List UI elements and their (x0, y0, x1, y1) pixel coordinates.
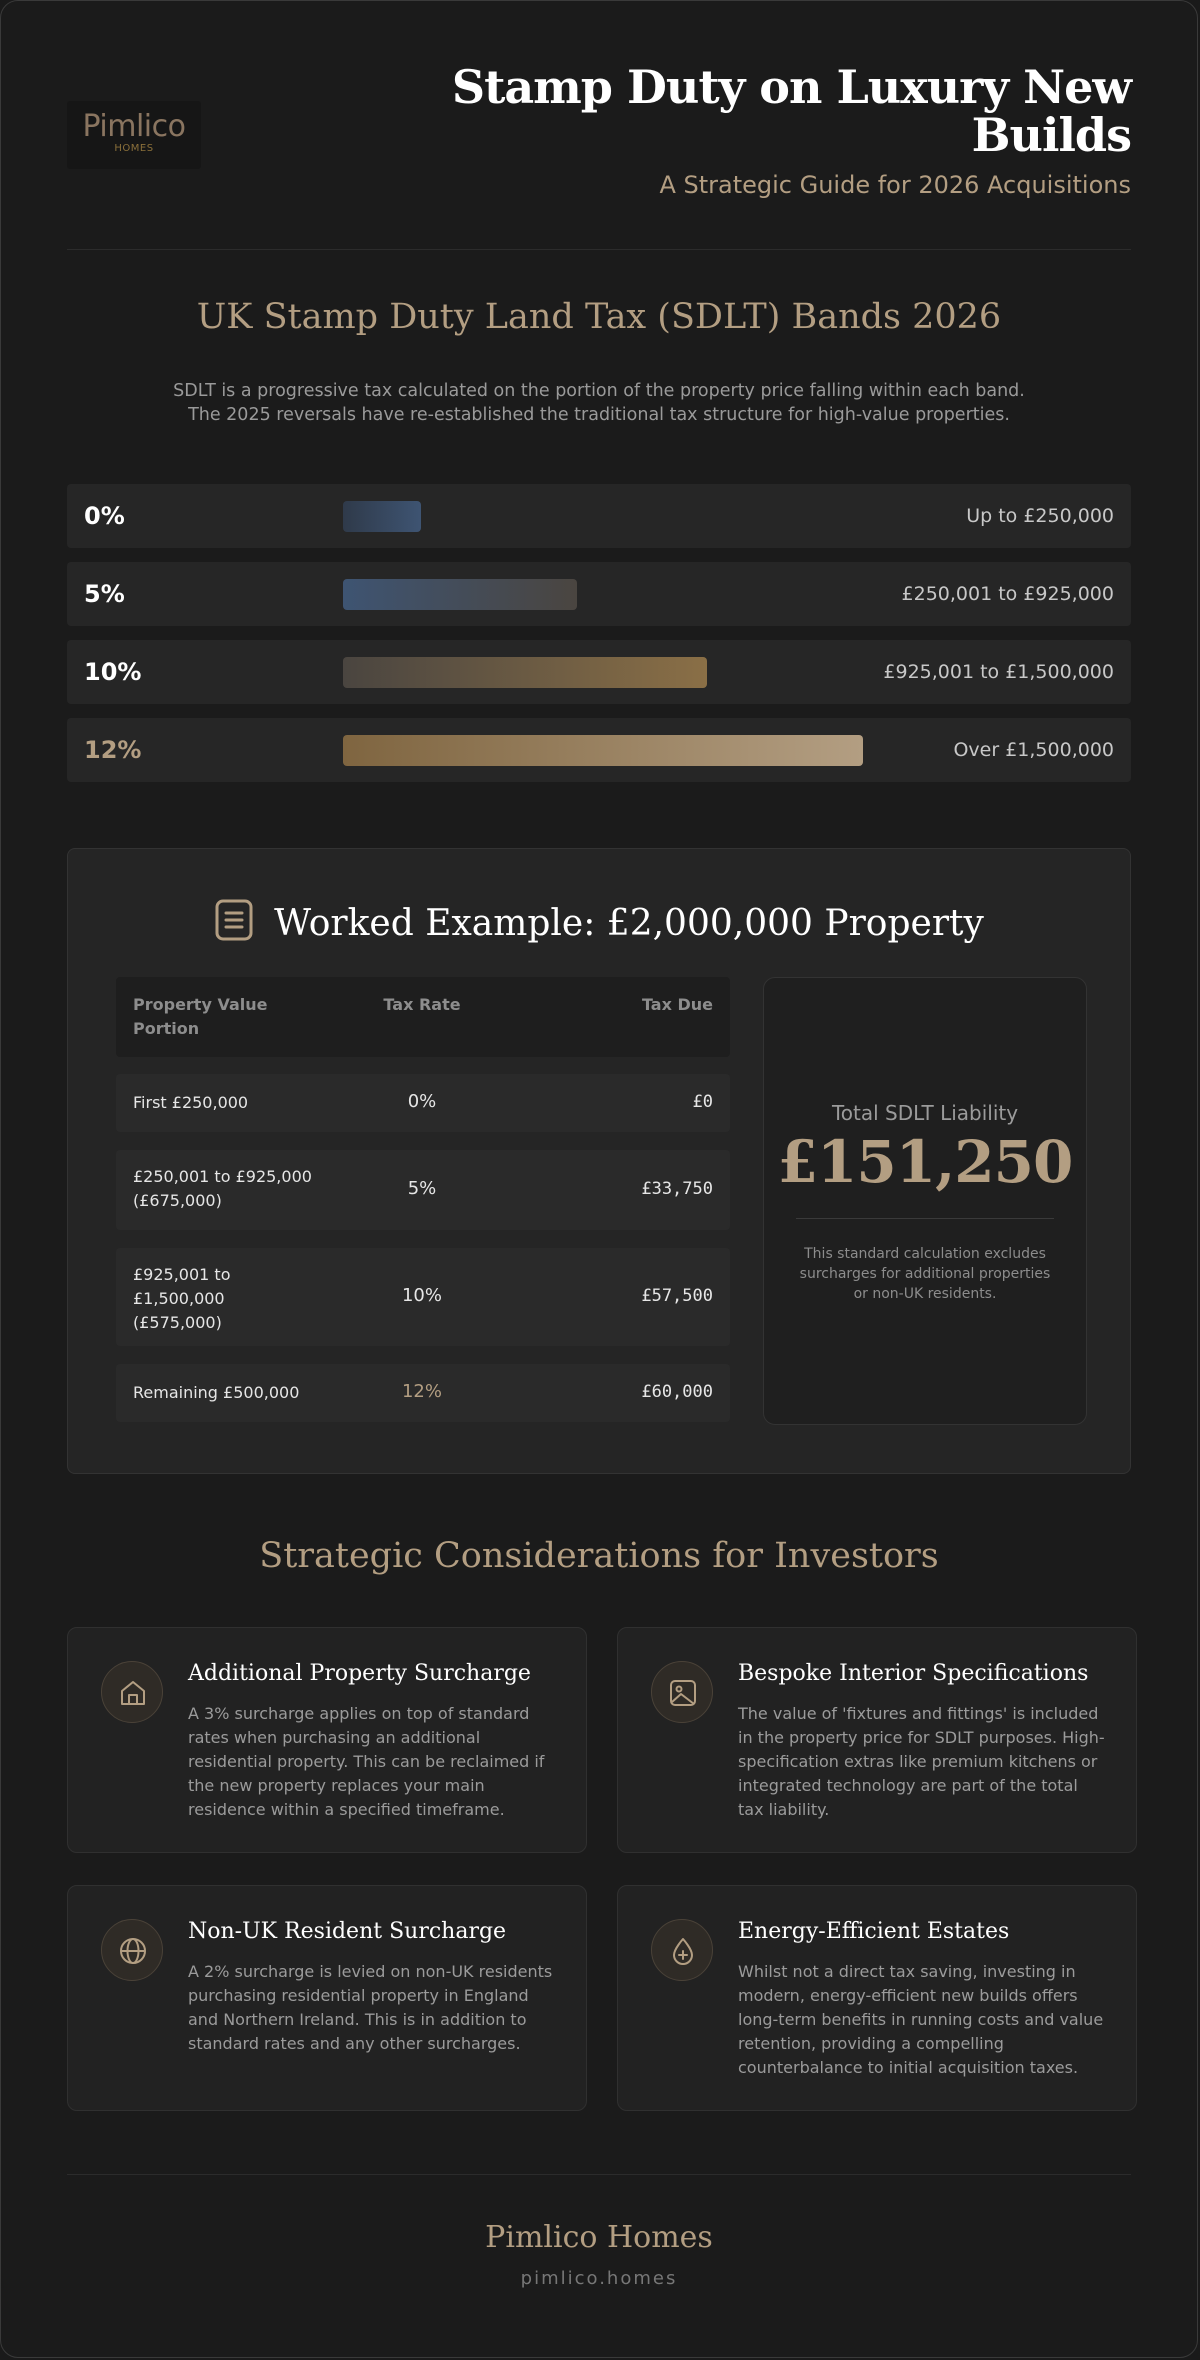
cell-due: £57,500 (641, 1286, 713, 1306)
table-row (116, 1150, 730, 1230)
bands-intro (67, 379, 1131, 427)
table-row (116, 1248, 730, 1346)
consideration-card-energy (617, 1885, 1137, 2111)
bands-intro-line-2: The 2025 reversals have re-established the traditional tax structure for high-value properties. (188, 405, 1010, 425)
cell-rate: 12% (401, 1381, 442, 1402)
footer-brand: Pimlico Homes (485, 2220, 713, 2255)
header (67, 61, 1131, 251)
column-header-rate-text: Tax Rate (383, 995, 461, 1014)
band-range: £925,001 to £1,500,000 (883, 661, 1114, 683)
cell-portion: First £250,000 (133, 1093, 249, 1112)
cell-rate: 0% (407, 1091, 437, 1112)
cell-due: £0 (692, 1092, 713, 1112)
image-icon (651, 1661, 713, 1723)
table-row (116, 1364, 730, 1422)
globe-icon (101, 1919, 163, 1981)
band-bar (343, 657, 707, 688)
logo-name: Pimlico (82, 109, 186, 144)
band-rate: 0% (84, 502, 125, 530)
card-text: A 3% surcharge applies on top of standard rates when purchasing an additional residential property. This can be reclaimed if the new property replaces your main residence within a specified timeframe. (188, 1704, 545, 1819)
house-icon (101, 1661, 163, 1723)
band-rate: 12% (84, 736, 142, 764)
total-divider (796, 1218, 1054, 1219)
band-bar (343, 735, 863, 766)
cell-portion: £925,001 to £1,500,000 (£575,000) (133, 1265, 231, 1332)
cell-due: £60,000 (641, 1382, 713, 1402)
page-subtitle: A Strategic Guide for 2026 Acquisitions (659, 171, 1131, 199)
card-title: Non-UK Resident Surcharge (188, 1919, 507, 1944)
footer-url-link[interactable]: pimlico.homes (520, 2268, 678, 2289)
table-header (116, 977, 730, 1057)
page-title: Stamp Duty on Luxury New Builds (451, 60, 1131, 162)
total-label: Total SDLT Liability (831, 1101, 1019, 1125)
worked-example-title-text: Worked Example: £2,000,000 Property (274, 903, 984, 944)
table-row (116, 1074, 730, 1132)
droplet-plus-icon (651, 1919, 713, 1981)
band-bar (343, 579, 577, 610)
card-text: The value of 'fixtures and fittings' is included in the property price for SDLT purposes. High-specification extras like premium kitchens or integrated technology are part of the total tax liability. (738, 1704, 1105, 1819)
band-range: Over £1,500,000 (953, 739, 1114, 761)
card-text: A 2% surcharge is levied on non-UK residents purchasing residential property in England and Northern Ireland. This is in addition to standard rates and any other surcharges. (188, 1962, 553, 2053)
worked-example-card (67, 848, 1131, 1474)
band-range: Up to £250,000 (966, 505, 1114, 527)
footer-divider (67, 2174, 1131, 2175)
cell-due: £33,750 (641, 1179, 713, 1199)
pimlico-logo[interactable] (67, 101, 201, 169)
consideration-card-interior (617, 1627, 1137, 1853)
worked-example-title (68, 899, 1130, 950)
card-text: Whilst not a direct tax saving, investing in modern, energy-efficient new builds offers long-term benefits in running costs and value retention, providing a compelling counterbalance to initial acquisition taxes. (738, 1962, 1104, 2077)
band-bar (343, 501, 421, 532)
considerations-title: Strategic Considerations for Investors (259, 1536, 939, 1576)
column-header-portion: Property Value Portion (133, 995, 268, 1038)
consideration-card-non-uk (67, 1885, 587, 2111)
header-divider (67, 249, 1131, 250)
card-title: Bespoke Interior Specifications (738, 1661, 1089, 1686)
band-row-1 (67, 562, 1131, 626)
document-list-icon (214, 899, 254, 950)
total-note: This standard calculation excludes surcharges for additional properties or non-UK residents. (799, 1246, 1051, 1302)
band-rate: 10% (84, 658, 142, 686)
total-liability-card (763, 977, 1087, 1425)
band-row-0 (67, 484, 1131, 548)
logo-sub: HOMES (114, 143, 154, 154)
cell-portion: £250,001 to £925,000 (£675,000) (133, 1167, 312, 1210)
card-title: Additional Property Surcharge (188, 1661, 531, 1686)
total-value: £151,250 (777, 1128, 1073, 1196)
cell-rate: 5% (407, 1178, 437, 1199)
band-row-2 (67, 640, 1131, 704)
bands-intro-line-1: SDLT is a progressive tax calculated on the portion of the property price falling within each band. (173, 381, 1025, 401)
column-header-due: Tax Due (641, 995, 713, 1014)
card-title: Energy-Efficient Estates (738, 1919, 1010, 1944)
cell-rate: 10% (401, 1285, 442, 1306)
bands-section-title: UK Stamp Duty Land Tax (SDLT) Bands 2026 (196, 297, 1002, 337)
consideration-card-additional-property (67, 1627, 587, 1853)
band-row-3 (67, 718, 1131, 782)
column-header-rate (372, 993, 472, 1017)
band-range: £250,001 to £925,000 (901, 583, 1114, 605)
cell-portion: Remaining £500,000 (133, 1383, 300, 1402)
band-rate: 5% (84, 580, 125, 608)
